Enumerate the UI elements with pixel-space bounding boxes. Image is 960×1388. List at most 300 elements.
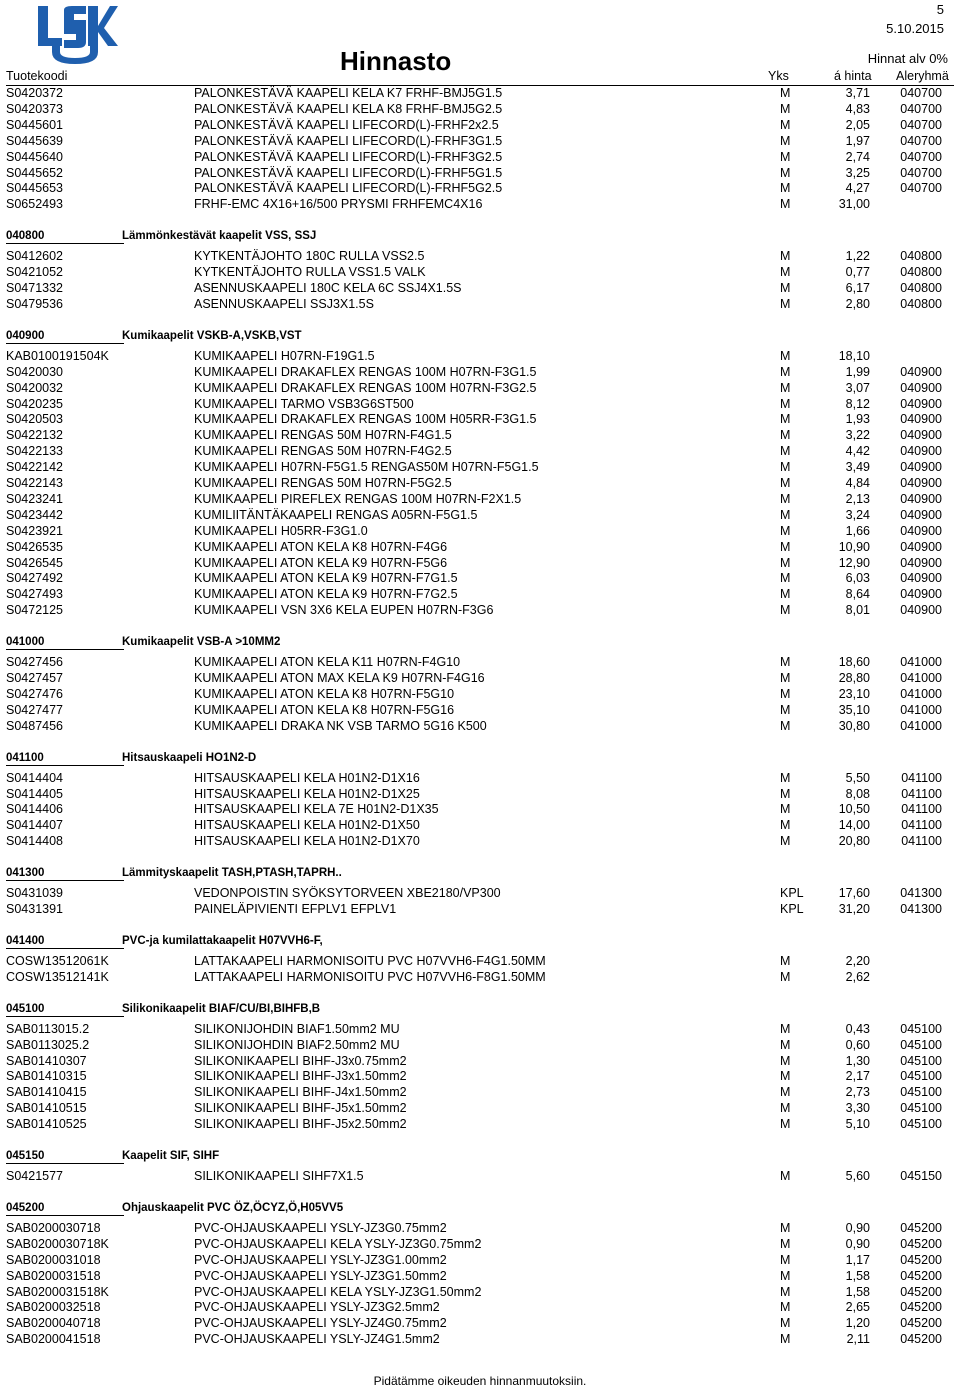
- product-code: S0445601: [6, 117, 64, 132]
- product-description: KUMIKAAPELI RENGAS 50M H07RN-F5G2.5: [194, 476, 452, 490]
- product-description: KUMILIITÄNTÄKAAPELI RENGAS A05RN-F5G1.5: [194, 507, 478, 522]
- unit: M: [780, 953, 791, 968]
- unit-price: 3,22: [845, 428, 870, 443]
- table-row: [0, 902, 960, 917]
- unit-price: 2,17: [845, 1069, 870, 1084]
- unit: M: [780, 265, 791, 280]
- discount-group: 045200: [900, 1220, 942, 1235]
- discount-group: 040900: [900, 587, 942, 602]
- unit-price: 1,30: [845, 1053, 870, 1068]
- unit: M: [780, 412, 791, 427]
- table-row: [0, 970, 960, 985]
- discount-group: 040900: [900, 603, 942, 618]
- discount-group: 040900: [900, 571, 942, 586]
- product-description: PALONKESTÄVÄ KAAPELI LIFECORD(L)-FRHF3G2.5: [194, 149, 503, 164]
- section-name: Lämmönkestävät kaapelit VSS, SSJ: [122, 230, 317, 243]
- product-description: KUMIKAAPELI ATON KELA K9 H07RN-F5G6: [194, 555, 448, 570]
- product-description: PAINELÄPIVIENTI EFPLV1 EFPLV1: [194, 902, 397, 916]
- product-code: S0427456: [6, 655, 64, 670]
- unit-price: 4,84: [845, 476, 870, 490]
- product-code: SAB0200032518: [6, 1300, 101, 1315]
- unit: M: [780, 523, 791, 538]
- product-code: SAB01410415: [6, 1085, 87, 1100]
- product-description: KUMIKAAPELI DRAKAFLEX RENGAS 100M H07RN-F3G2.5: [194, 380, 537, 395]
- section-header: [0, 1003, 960, 1019]
- product-description: PVC-OHJAUSKAAPELI YSLY-JZ3G0.75mm2: [194, 1220, 447, 1235]
- discount-group: 040700: [900, 165, 942, 180]
- section-code: 045150: [6, 1150, 45, 1162]
- table-row: [0, 134, 960, 149]
- discount-group: 041000: [900, 655, 942, 670]
- discount-group: 045100: [900, 1053, 942, 1068]
- discount-group: 040800: [900, 265, 942, 280]
- product-code: S0414408: [6, 834, 64, 849]
- product-code: S0420372: [6, 86, 64, 100]
- unit-price: 1,99: [845, 364, 870, 379]
- unit: M: [780, 491, 791, 506]
- product-description: KUMIKAAPELI ATON KELA K11 H07RN-F4G10: [194, 655, 461, 670]
- unit: M: [780, 969, 791, 984]
- unit-price: 1,58: [845, 1284, 870, 1299]
- table-row: [0, 603, 960, 618]
- table-row: [0, 954, 960, 969]
- product-code: S0423442: [6, 507, 64, 522]
- table-row: [0, 1237, 960, 1252]
- unit: M: [780, 1101, 791, 1116]
- discount-group: 045200: [900, 1316, 942, 1331]
- table-row: [0, 428, 960, 443]
- section-header: [0, 1150, 960, 1166]
- discount-group: 041000: [900, 702, 942, 717]
- product-description: HITSAUSKAAPELI KELA H01N2-D1X70: [194, 834, 420, 849]
- product-description: KUMIKAAPELI ATON MAX KELA K9 H07RN-F4G16: [194, 671, 485, 685]
- table-row: [0, 297, 960, 312]
- discount-group: 045100: [900, 1037, 942, 1052]
- discount-group: 040800: [900, 281, 942, 295]
- discount-group: 041300: [900, 886, 942, 901]
- unit-price: 2,80: [845, 296, 870, 311]
- product-description: KUMIKAAPELI ATON KELA K8 H07RN-F5G10: [194, 686, 455, 701]
- unit-price: 3,07: [845, 380, 870, 395]
- unit-price: 3,24: [845, 507, 870, 522]
- product-description: LATTAKAAPELI HARMONISOITU PVC H07VVH6-F4G1.50MM: [194, 953, 546, 968]
- section-underline: [6, 243, 124, 244]
- table-row: [0, 508, 960, 523]
- page-number: 5: [936, 2, 944, 17]
- unit-price: 18,10: [838, 348, 870, 363]
- table-row: [0, 150, 960, 165]
- discount-group: 040900: [900, 460, 942, 475]
- product-code: S0427476: [6, 686, 64, 701]
- product-code: SAB0200030718K: [6, 1236, 109, 1251]
- product-description: ASENNUSKAAPELI 180C KELA 6C SSJ4X1.5S: [194, 281, 462, 295]
- section-header: [0, 1202, 960, 1218]
- discount-group: 040900: [900, 444, 942, 459]
- product-code: S0421052: [6, 265, 64, 280]
- product-description: PVC-OHJAUSKAAPELI YSLY-JZ3G2.5mm2: [194, 1300, 440, 1315]
- product-code: SAB01410515: [6, 1101, 87, 1116]
- table-row: [0, 671, 960, 686]
- table-row: [0, 886, 960, 901]
- unit: M: [780, 133, 791, 148]
- product-description: PVC-OHJAUSKAAPELI YSLY-JZ4G1.5mm2: [194, 1332, 440, 1347]
- section-code: 040900: [6, 329, 45, 342]
- product-code: S0423921: [6, 523, 64, 538]
- unit-price: 0,43: [845, 1021, 870, 1036]
- table-row: [0, 1085, 960, 1100]
- unit: M: [780, 834, 791, 849]
- discount-group: 041000: [900, 686, 942, 701]
- product-code: S0422132: [6, 428, 64, 443]
- section-code: 041000: [6, 636, 45, 649]
- product-code: S0420235: [6, 396, 64, 411]
- product-code: S0414406: [6, 802, 64, 817]
- table-row: [0, 1221, 960, 1236]
- unit-price: 2,05: [845, 117, 870, 132]
- unit: M: [780, 296, 791, 311]
- discount-group: 040700: [900, 117, 942, 132]
- product-description: SILIKONIKAAPELI BIHF-J3x1.50mm2: [194, 1069, 407, 1084]
- unit: M: [780, 348, 791, 363]
- product-description: PALONKESTÄVÄ KAAPELI LIFECORD(L)-FRHF5G1.5: [194, 165, 503, 180]
- unit: M: [780, 1053, 791, 1068]
- unit: M: [780, 149, 791, 164]
- discount-group: 040700: [900, 133, 942, 148]
- unit: M: [780, 571, 791, 586]
- section-code: 040800: [6, 230, 45, 243]
- unit: M: [780, 786, 791, 801]
- product-code: S0421577: [6, 1169, 64, 1183]
- product-code: SAB01410307: [6, 1053, 87, 1068]
- unit-price: 31,00: [838, 197, 870, 212]
- table-row: [0, 802, 960, 817]
- unit-price: 10,50: [838, 802, 870, 817]
- unit: M: [780, 117, 791, 132]
- unit: M: [780, 281, 791, 295]
- product-code: SAB01410315: [6, 1069, 87, 1084]
- table-row: [0, 687, 960, 702]
- table-row: [0, 834, 960, 849]
- discount-group: 045150: [900, 1169, 942, 1183]
- discount-group: 040900: [900, 523, 942, 538]
- unit-price: 28,80: [838, 671, 870, 685]
- product-code: S0422133: [6, 444, 64, 459]
- unit-price: 4,83: [845, 101, 870, 116]
- unit-price: 1,22: [845, 249, 870, 264]
- section-header: [0, 935, 960, 951]
- unit: M: [780, 587, 791, 602]
- unit-price: 35,10: [838, 702, 870, 717]
- table-row: [0, 1069, 960, 1084]
- table-row: [0, 349, 960, 364]
- product-description: SILIKONIJOHDIN BIAF2.50mm2 MU: [194, 1037, 400, 1052]
- table-row: [0, 1300, 960, 1315]
- footer-note: Pidätämme oikeuden hinnanmuutoksiin.: [373, 1374, 587, 1388]
- unit: M: [780, 197, 791, 212]
- unit-price: 2,73: [845, 1085, 870, 1100]
- table-row: [0, 1169, 960, 1184]
- section-name: PVC-ja kumilattakaapelit H07VVH6-F,: [122, 934, 323, 947]
- unit-price: 1,58: [845, 1268, 870, 1283]
- table-row: [0, 1101, 960, 1116]
- product-description: KUMIKAAPELI PIREFLEX RENGAS 100M H07RN-F2X1.5: [194, 491, 522, 506]
- table-row: [0, 181, 960, 196]
- unit-price: 1,66: [845, 523, 870, 538]
- table-row: [0, 1038, 960, 1053]
- table-row: [0, 540, 960, 555]
- product-code: S0414407: [6, 818, 64, 833]
- unit-price: 17,60: [838, 886, 870, 901]
- product-code: SAB0200041518: [6, 1332, 101, 1347]
- unit-price: 0,90: [845, 1220, 870, 1235]
- product-description: SILIKONIJOHDIN BIAF1.50mm2 MU: [194, 1021, 400, 1036]
- table-row: [0, 492, 960, 507]
- unit: M: [780, 802, 791, 817]
- table-row: [0, 1269, 960, 1284]
- product-description: PALONKESTÄVÄ KAAPELI LIFECORD(L)-FRHF3G1.5: [194, 133, 503, 148]
- unit: M: [780, 1268, 791, 1283]
- table-row: [0, 249, 960, 264]
- table-row: [0, 102, 960, 117]
- product-description: HITSAUSKAAPELI KELA H01N2-D1X16: [194, 770, 420, 785]
- section-underline: [6, 343, 124, 344]
- column-header-group: Aleryhmä: [896, 69, 949, 83]
- product-description: PALONKESTÄVÄ KAAPELI KELA K7 FRHF-BMJ5G1.5: [194, 86, 503, 100]
- discount-group: 040700: [900, 149, 942, 164]
- product-code: S0414404: [6, 770, 64, 785]
- product-code: S0427492: [6, 571, 64, 586]
- section-underline: [6, 948, 124, 949]
- discount-group: 040900: [900, 380, 942, 395]
- product-description: KUMIKAAPELI H07RN-F19G1.5: [194, 348, 375, 363]
- unit: M: [780, 1252, 791, 1267]
- price-note: Hinnat alv 0%: [867, 51, 948, 66]
- table-row: [0, 444, 960, 459]
- section-underline: [6, 649, 124, 650]
- product-code: S0427493: [6, 587, 64, 602]
- section-code: 041300: [6, 867, 45, 880]
- discount-group: 040800: [900, 249, 942, 264]
- unit-price: 8,01: [845, 603, 870, 618]
- unit-price: 2,13: [845, 491, 870, 506]
- section-header: [0, 330, 960, 346]
- unit-price: 3,49: [845, 460, 870, 475]
- discount-group: 045100: [900, 1101, 942, 1116]
- page-title: Hinnasto: [340, 46, 452, 76]
- document-date: 5.10.2015: [886, 21, 944, 36]
- product-description: HITSAUSKAAPELI KELA 7E H01N2-D1X35: [194, 802, 439, 817]
- table-row: [0, 703, 960, 718]
- product-description: KUMIKAAPELI DRAKA NK VSB TARMO 5G16 K500: [194, 718, 487, 733]
- unit: M: [780, 364, 791, 379]
- product-code: S0420373: [6, 101, 64, 116]
- section-name: Kumikaapelit VSB-A >10MM2: [122, 636, 281, 649]
- discount-group: 041100: [901, 770, 942, 785]
- table-row: [0, 365, 960, 380]
- product-code: SAB0200030718: [6, 1220, 101, 1235]
- unit-price: 1,20: [845, 1316, 870, 1331]
- product-code: S0420032: [6, 380, 64, 395]
- unit: M: [780, 539, 791, 554]
- product-description: PVC-OHJAUSKAAPELI YSLY-JZ3G1.50mm2: [194, 1268, 447, 1283]
- section-name: Kumikaapelit VSKB-A,VSKB,VST: [122, 329, 302, 342]
- table-row: [0, 281, 960, 296]
- table-row: [0, 524, 960, 539]
- section-header: [0, 230, 960, 246]
- unit: M: [780, 1220, 791, 1235]
- discount-group: 040900: [900, 364, 942, 379]
- product-code: S0426545: [6, 555, 64, 570]
- unit: M: [780, 671, 791, 685]
- unit: M: [780, 770, 791, 785]
- unit: M: [780, 165, 791, 180]
- column-header-code: Tuotekoodi: [6, 69, 68, 83]
- unit-price: 0,60: [845, 1037, 870, 1052]
- unit-price: 10,90: [838, 539, 870, 554]
- table-row: [0, 1285, 960, 1300]
- product-code: S0431391: [6, 902, 64, 916]
- product-code: S0471332: [6, 281, 64, 295]
- product-description: KUMIKAAPELI DRAKAFLEX RENGAS 100M H05RR-F3G1.5: [194, 412, 537, 427]
- discount-group: 040700: [900, 181, 942, 196]
- product-code: S0423241: [6, 491, 64, 506]
- product-description: SILIKONIKAAPELI SIHF7X1.5: [194, 1169, 364, 1183]
- section-code: 045200: [6, 1201, 45, 1214]
- product-code: SAB01410525: [6, 1117, 87, 1132]
- unit: M: [780, 396, 791, 411]
- unit-price: 6,03: [845, 571, 870, 586]
- product-description: KYTKENTÄJOHTO 180C RULLA VSS2.5: [194, 249, 425, 264]
- section-header: [0, 867, 960, 883]
- table-row: [0, 571, 960, 586]
- unit: M: [780, 686, 791, 701]
- product-code: S0412602: [6, 249, 64, 264]
- section-code: 045100: [6, 1002, 45, 1015]
- table-row: [0, 412, 960, 427]
- product-description: KUMIKAAPELI VSN 3X6 KELA EUPEN H07RN-F3G6: [194, 603, 494, 618]
- unit: M: [780, 702, 791, 717]
- discount-group: 040900: [900, 428, 942, 443]
- product-description: PVC-OHJAUSKAAPELI YSLY-JZ3G1.00mm2: [194, 1252, 447, 1267]
- product-description: HITSAUSKAAPELI KELA H01N2-D1X25: [194, 786, 420, 801]
- column-header-price: á hinta: [834, 69, 872, 83]
- unit-price: 6,17: [845, 281, 870, 295]
- section-name: Hitsauskaapeli HO1N2-D: [122, 751, 257, 764]
- unit: M: [780, 507, 791, 522]
- product-code: S0420503: [6, 412, 64, 427]
- product-description: SILIKONIKAAPELI BIHF-J5x2.50mm2: [194, 1117, 407, 1132]
- unit-price: 2,20: [845, 953, 870, 968]
- product-code: KAB0100191504K: [6, 348, 109, 363]
- discount-group: 041100: [901, 818, 942, 833]
- unit-price: 20,80: [838, 834, 870, 849]
- unit: M: [780, 101, 791, 116]
- unit: M: [780, 86, 791, 100]
- unit-price: 8,12: [845, 396, 870, 411]
- product-description: KUMIKAAPELI RENGAS 50M H07RN-F4G1.5: [194, 428, 452, 443]
- product-code: S0445652: [6, 165, 64, 180]
- unit: M: [780, 1021, 791, 1036]
- unit: M: [780, 818, 791, 833]
- unit: M: [780, 1117, 791, 1132]
- product-description: SILIKONIKAAPELI BIHF-J3x0.75mm2: [194, 1053, 407, 1068]
- table-row: [0, 556, 960, 571]
- section-underline: [6, 1215, 124, 1216]
- product-description: KUMIKAAPELI ATON KELA K9 H07RN-F7G2.5: [194, 587, 458, 602]
- unit-price: 31,20: [838, 902, 870, 916]
- section-underline: [6, 880, 124, 881]
- discount-group: 045200: [900, 1300, 942, 1315]
- discount-group: 040900: [900, 476, 942, 490]
- discount-group: 040900: [900, 412, 942, 427]
- discount-group: 040700: [900, 101, 942, 116]
- section-name: Ohjauskaapelit PVC ÖZ,ÖCYZ,Ö,H05VV5: [122, 1201, 344, 1214]
- unit: M: [780, 603, 791, 618]
- table-row: [0, 381, 960, 396]
- discount-group: 041000: [900, 671, 942, 685]
- unit: KPL: [780, 902, 804, 916]
- product-code: S0422143: [6, 476, 64, 490]
- section-name: Silikonikaapelit BIAF/CU/BI,BIHFB,B: [122, 1002, 321, 1015]
- section-code: 041100: [6, 751, 44, 764]
- table-row: [0, 818, 960, 833]
- product-description: KUMIKAAPELI DRAKAFLEX RENGAS 100M H07RN-F3G1.5: [194, 364, 537, 379]
- product-code: SAB0200031518K: [6, 1284, 109, 1299]
- product-code: S0472125: [6, 603, 64, 618]
- product-code: S0652493: [6, 197, 64, 212]
- product-description: ASENNUSKAAPELI SSJ3X1.5S: [194, 296, 374, 311]
- product-code: SAB0200031018: [6, 1252, 101, 1267]
- section-name: Lämmityskaapelit TASH,PTASH,TAPRH..: [122, 867, 342, 880]
- product-description: LATTAKAAPELI HARMONISOITU PVC H07VVH6-F8G1.50MM: [194, 969, 546, 984]
- table-row: [0, 1253, 960, 1268]
- unit: M: [780, 181, 791, 196]
- product-description: KUMIKAAPELI H05RR-F3G1.0: [194, 523, 368, 538]
- product-description: PVC-OHJAUSKAAPELI KELA YSLY-JZ3G0.75mm2: [194, 1236, 482, 1251]
- discount-group: 045200: [900, 1332, 942, 1347]
- discount-group: 040900: [900, 491, 942, 506]
- product-code: SAB0200031518: [6, 1268, 101, 1283]
- discount-group: 040800: [900, 296, 942, 311]
- product-code: COSW13512141K: [6, 969, 109, 984]
- table-row: [0, 86, 960, 101]
- unit: M: [780, 655, 791, 670]
- product-description: PVC-OHJAUSKAAPELI KELA YSLY-JZ3G1.50mm2: [194, 1284, 482, 1299]
- product-code: S0427457: [6, 671, 64, 685]
- table-row: [0, 771, 960, 786]
- unit-price: 1,17: [845, 1252, 870, 1267]
- unit-price: 4,42: [845, 444, 870, 459]
- product-description: FRHF-EMC 4X16+16/500 PRYSMI FRHFEMC4X16: [194, 197, 483, 212]
- product-description: SILIKONIKAAPELI BIHF-J5x1.50mm2: [194, 1101, 407, 1116]
- table-row: [0, 655, 960, 670]
- unit-price: 23,10: [838, 686, 870, 701]
- unit-price: 2,74: [845, 149, 870, 164]
- product-description: PALONKESTÄVÄ KAAPELI LIFECORD(L)-FRHF5G2.5: [194, 181, 503, 196]
- discount-group: 045200: [900, 1236, 942, 1251]
- product-code: S0445639: [6, 133, 64, 148]
- unit-price: 18,60: [838, 655, 870, 670]
- table-row: [0, 197, 960, 212]
- product-description: KUMIKAAPELI RENGAS 50M H07RN-F4G2.5: [194, 444, 452, 459]
- discount-group: 041300: [900, 902, 942, 916]
- table-row: [0, 1054, 960, 1069]
- unit: M: [780, 380, 791, 395]
- table-row: [0, 476, 960, 491]
- unit: M: [780, 1284, 791, 1299]
- product-code: S0426535: [6, 539, 64, 554]
- unit-price: 1,93: [845, 412, 870, 427]
